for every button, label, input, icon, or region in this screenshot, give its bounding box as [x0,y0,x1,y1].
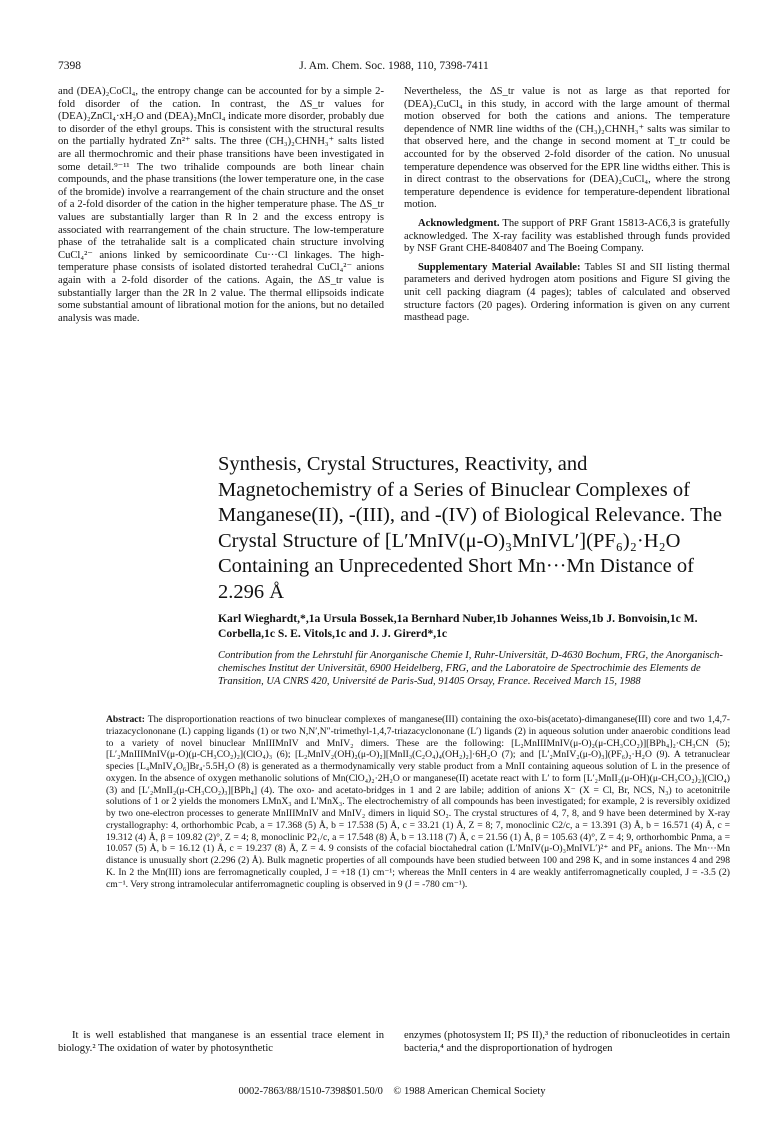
supplementary-text: Tables SI and SII listing thermal parameters and derived hydrogen atom positions and Figure SI giving the unit cell packing diagram (4 pages); tables of calculated and observed structure factors (20 pages). Ordering information is given on any current masthead page. [404,261,730,324]
page-number: 7398 [58,60,81,72]
abstract-label: Abstract: [106,714,145,725]
footer [0,1086,784,1097]
contribution-affiliation: Contribution from the Lehrstuhl für Anorganische Chemie I, Ruhr-Universität, D-4630 Bochum, FRG, the Anorganisch-chemisches Institut der Universität, 6900 Heidelberg, FRG, and the Laboratoire de Spectrochimie des Elements de Transition, UA CNRS 420, Université de Paris-Sud, 91405 Orsay, France. Received March 15, 1988 [218,650,723,687]
footer-code: 0002-7863/88/1510-7398$01.50/0 [238,1086,383,1097]
abstract [106,714,730,890]
footer-copyright: © 1988 American Chemical Society [393,1086,546,1097]
abstract-text: The disproportionation reactions of two binuclear complexes of manganese(III) containing the oxo-bis(acetato)-dimanganese(III) core and two 1,4,7-triazacyclononane (L) capping ligands (1) or two N,N′,N″-trimethyl-1,4,7-triazacyclononane (L′) ligands (2) in aqueous solution under anaerobic conditions lead to a variety of novel binuclear MnIIIMnIV and MnIV₂ dimers. These are the following: [L₂MnIIIMnIV(μ-O)₂(μ-CH₃CO₂)][BPh₄]₂·CH₃CN (5); [L′₂MnIIIMnIV(μ-O)(μ-CH₃CO₂)₂](ClO₄)₃ (6); [L₂MnIV₂(OH)₂(μ-O)₂][MnII₃(C₂O₄)₄(OH₂)₂]·6H₂O (7); and [L′₂MnIV₂(μ-O)₃](PF₆)₂·H₂O (9). A tetranuclear species [L₄MnIV₄O₆]Br₄·5.5H₂O (8) is generated as a thermodynamically very stable product from a MnII containing aqueous solution of L in the presence of oxygen. In the absence of oxygen methanolic solutions of Mn(ClO₄)₂·2H₂O or manganese(II) acetate react with L′ to form [L′₂MnII₂(μ-OH)(μ-CH₃CO₂)₂](ClO₄) (3) and [L′₂MnII₂(μ-CH₃CO₂)₃][BPh₄] (4). The oxo- and acetato-bridges in 1 and 2 are labile; addition of anions X⁻ (X = Cl, Br, NCS, N₃) to acetonitrile solutions of 1 or 2 yields the monomers LMnX₃ and L′MnX₃. The electrochemistry of all compounds has been investigated; for example, 2 is reversibly oxidized by two one-electron processes to generate MnIIIMnIV and MnIV₂ dimers in liquid SO₂. The crystal structures of 4, 7, 8, and 9 have been determined by X-ray crystallography: 4, orthorhombic Pcab, a = 17.368 (5) Å, b = 17.538 (5) Å, c = 33.21 (1) Å, Z = 8; 7, monoclinic C2/c, a = 13.391 (3) Å, b = 16.571 (4) Å, c = 19.312 (4) Å, β = 109.82 (2)°, Z = 4; 8, monoclinic P2₁/c, a = 17.548 (8) Å, b = 13.118 (7) Å, c = 21.56 (1) Å, β = 105.63 (4)°, Z = 4; 9, orthorhombic Pnma, a = 10.057 (5) Å, b = 16.12 (1) Å, c = 19.237 (8) Å, Z = 4. 9 consists of the cofacial bioctahedral cation (L′MnIV(μ-O)₃MnIVL′)²⁺ and PF₆ anions. The Mn···Mn distance is unusually short (2.296 (2) Å). Bulk magnetic properties of all compounds have been studied between 100 and 298 K, and in some instances 4 and 298 K. In 2 the Mn(III) ions are ferromagnetically coupled, J = +18 (1) cm⁻¹; whereas the MnII centers in 4 are weakly antiferromagnetically coupled, J = -3.5 (2) cm⁻¹. Very strong intramolecular antiferromagnetic coupling is observed in 9 (J = -780 cm⁻¹). [106,714,730,890]
right-column-paragraph: Nevertheless, the ΔS_tr value is not as large as that reported for (DEA)₂CuCl₄ in this study, in accord with the large amount of thermal motion observed for both the cations and anions. The temperature dependence of NMR line widths of the (CH₃)₂CHNH₃⁺ salts was similar to that observed here, and the change in second moment at T_tr could be accounted for by the observed 2-fold disorder of the cation. No unusual temperature dependence was observed for the EPR line widths either. This is in direct contrast to the observations for (DEA)₂CuCl₄, where the strong temperature dependence is evidence for temperature-dependent librational motion. [404,86,730,211]
acknowledgment-text: The support of PRF Grant 15813-AC6,3 is gratefully acknowledged. The X-ray facility was established through funds provided by NSF Grant CHE-8408407 and The Boeing Company. [404,217,730,255]
supplementary-label: Supplementary Material Available: [418,261,581,273]
right-column [404,86,730,325]
supplementary-material [404,262,730,325]
acknowledgment-label: Acknowledgment. [418,217,500,229]
left-column-paragraph: and (DEA)₂CoCl₄, the entropy change can be accounted for by a simple 2-fold disorder of the cation. In contrast, the ΔS_tr values for (DEA)₂ZnCl₄·xH₂O and (DEA)₂MnCl₄ indicate more disorder, probably due to disorder of the ethyl groups. This is consistent with the structural results on the partially hydrated Zn²⁺ salts. The three (CH₃)₂CHNH₃⁺ salts listed are all thermochromic and their phase transitions have been investigated in some detail.⁹⁻¹¹ The two trihalide compounds are both linear chain compounds, and the phase transitions (the lower temperature one, in the case of the bromide) involve a rearrangement of the chain structure and the onset of a 2-fold disorder of the cation in the higher temperature phase. The ΔS_tr values are substantially larger than R ln 2 and the excess entropy is associated with rearrangement of the chain structure. The low-temperature phase of the tetrahalide salt is a complicated chain structure involving CuCl₄²⁻ anions linked by semicoordinate Cu···Cl linkages. The high-temperature phase consists of isolated distorted terahedral CuCl₄²⁻ anions again with a 2-fold disorder of the cations. Again, the ΔS_tr value is substantially larger than the 2R ln 2 value. The thermal ellipsoids indicate some substantial amount of librational motion for the anions, but no detailed analysis was made. [58,86,384,324]
intro-right: enzymes (photosystem II; PS II),³ the reduction of ribonucleotides in certain bacteria,⁴ and the disproportionation of hydrogen [404,1030,730,1054]
author-list: Karl Wieghardt,*,1a Ursula Bossek,1a Bernhard Nuber,1b Johannes Weiss,1b J. Bonvoisin,1c M. Corbella,1c S. E. Vitols,1c and J. J. Girerd*,1c [218,612,698,640]
intro-left: It is well established that manganese is an essential trace element in biology.² The oxidation of water by photosynthetic [58,1030,384,1054]
article-title: Synthesis, Crystal Structures, Reactivity, and Magnetochemistry of a Series of Binuclear Complexes of Manganese(II), -(III), and -(IV) of Biological Relevance. The Crystal Structure of [L′MnIV(μ-O)₃MnIVL′](PF₆)₂·H₂O Containing an Unprecedented Short Mn···Mn Distance of 2.296 Å [218,453,722,603]
acknowledgment [404,218,730,256]
left-column [58,86,384,325]
journal-citation: J. Am. Chem. Soc. 1988, 110, 7398-7411 [299,60,489,72]
